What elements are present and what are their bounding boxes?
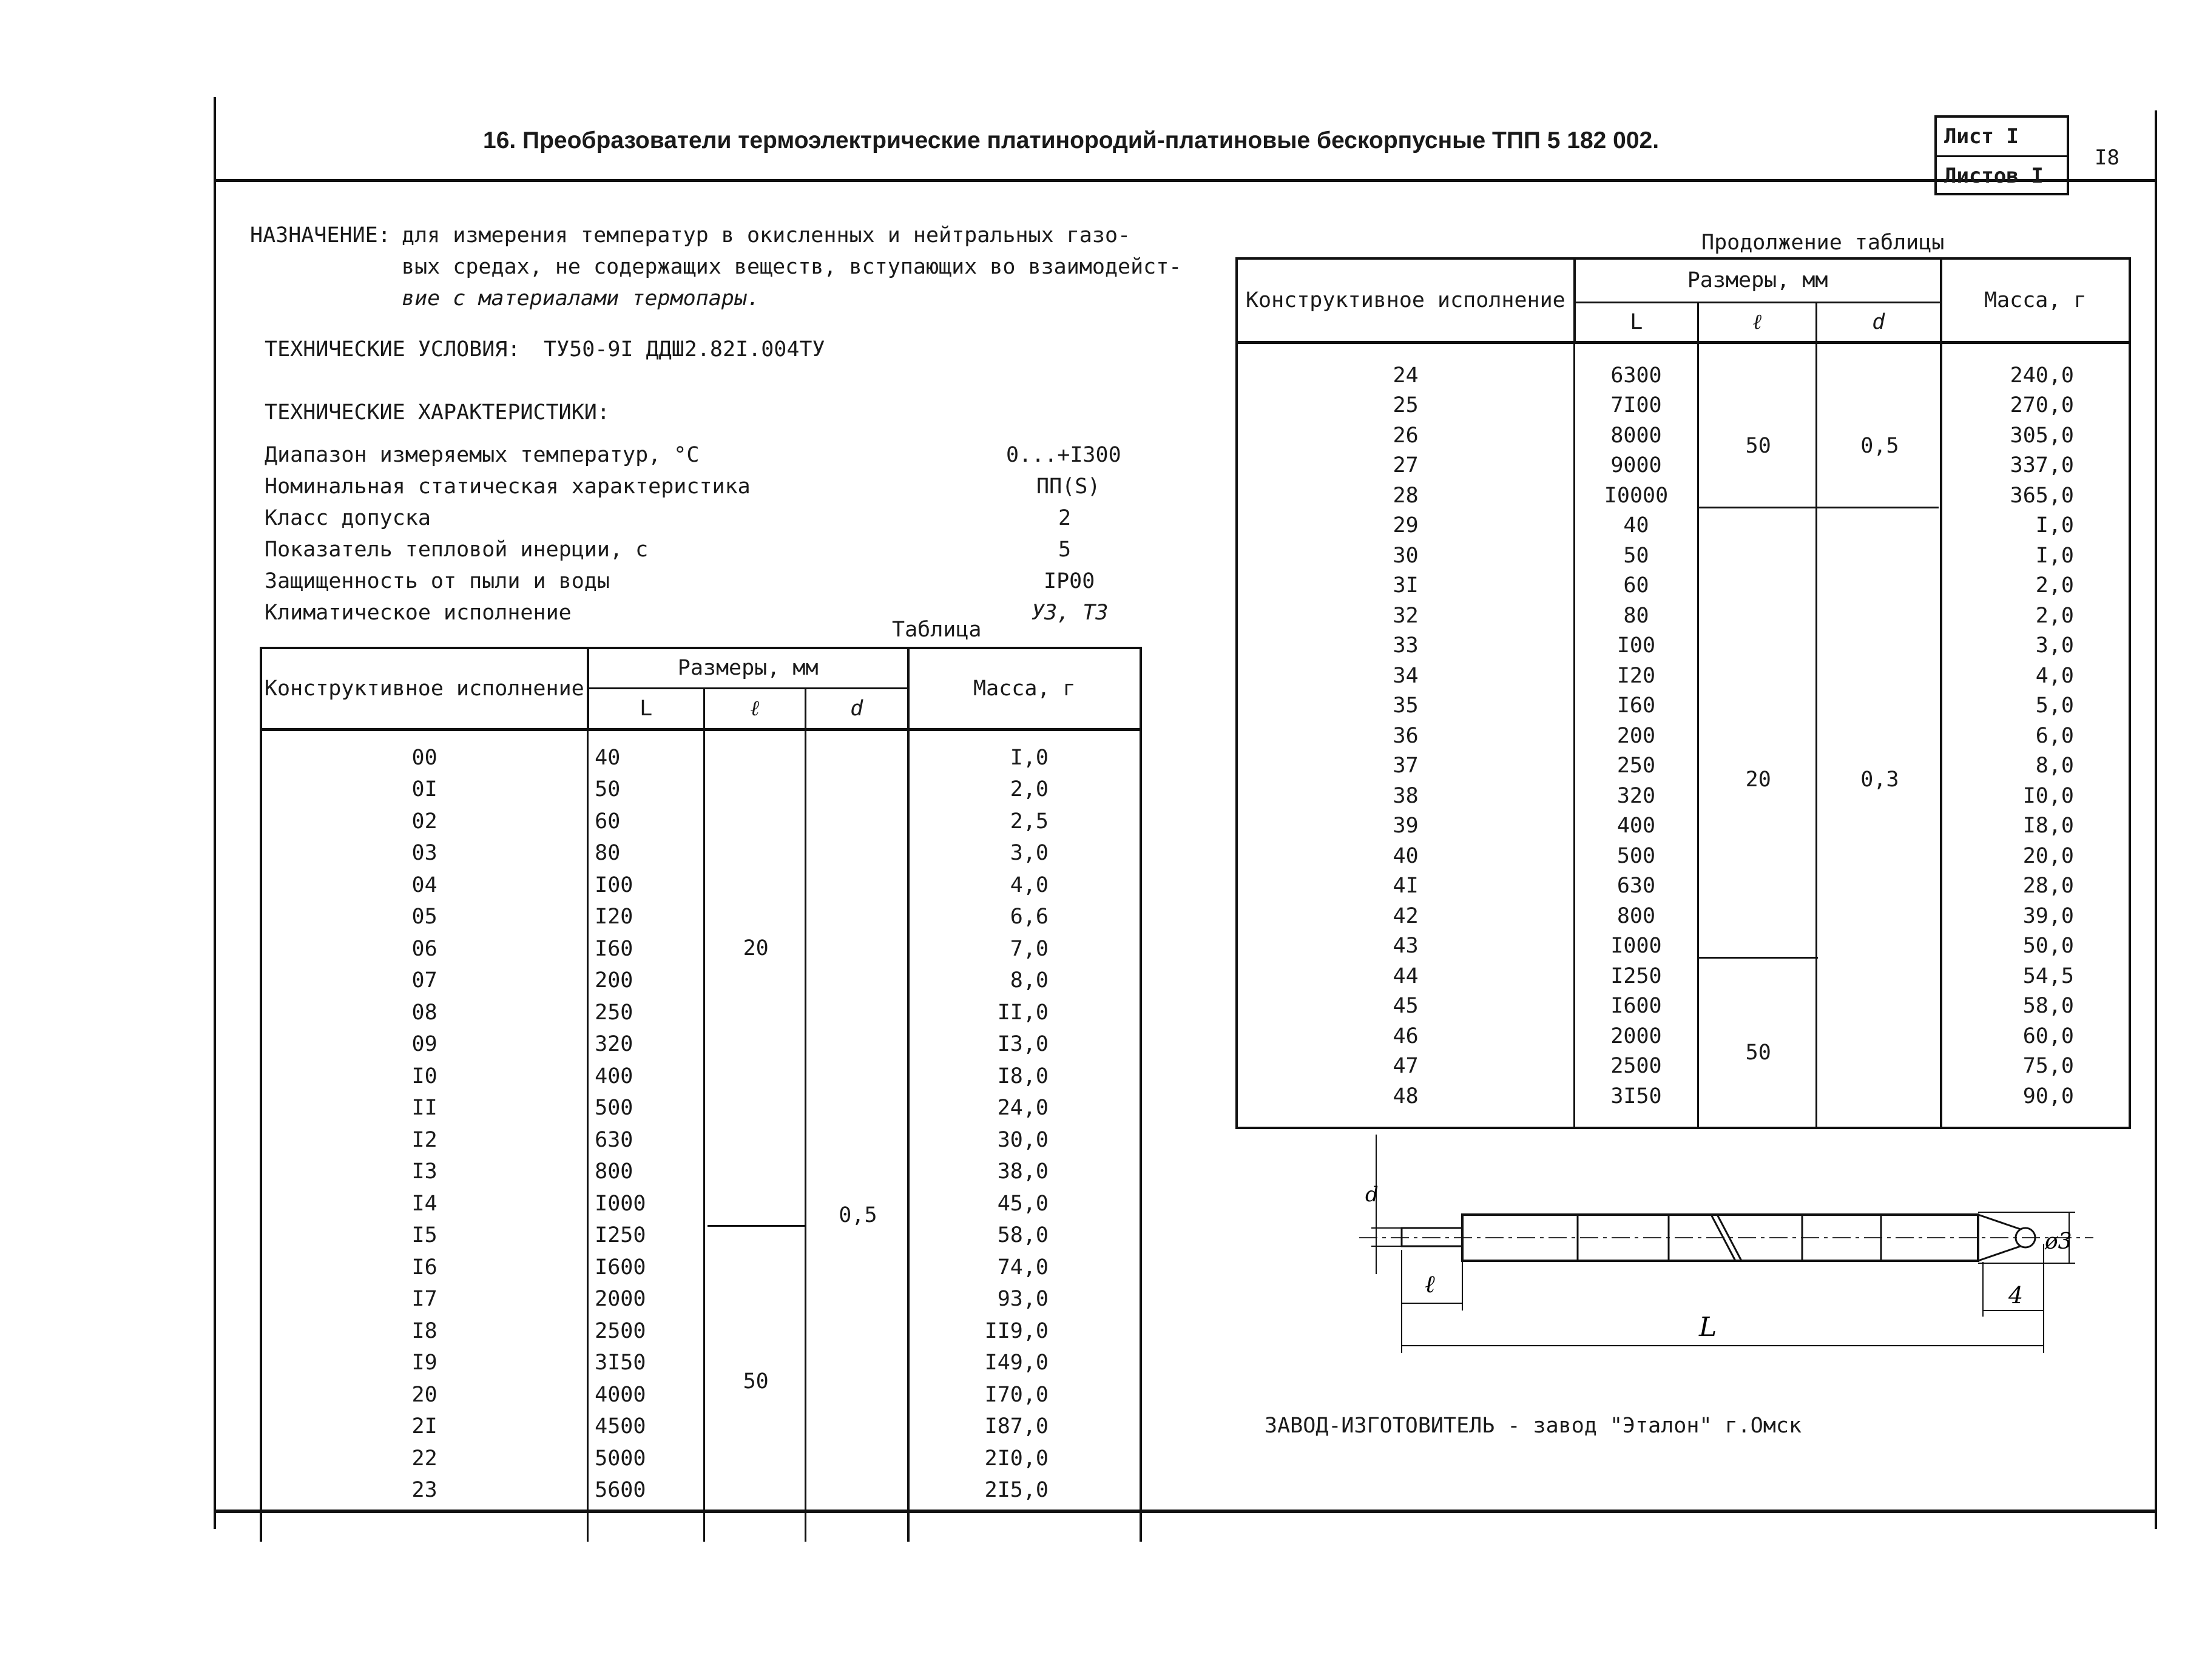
spec-label-temp-range: Диапазон измеряемых температур, °С: [265, 443, 700, 467]
table2-mass-cell: 90,0: [2022, 1084, 2074, 1108]
table2-L-cell: 250: [1616, 754, 1656, 778]
table2-design-cell: 24: [1393, 363, 1419, 388]
table2-mass-cell: I8,0: [2022, 814, 2074, 838]
table1-mass-cell: I,0: [1010, 745, 1049, 770]
table2-design-cell: 40: [1393, 843, 1419, 868]
table2-L-cell: 2500: [1610, 1054, 1662, 1078]
table2-mass-cell: 5,0: [2035, 693, 2074, 718]
tech-conditions-label: ТЕХНИЧЕСКИЕ УСЛОВИЯ:: [265, 337, 521, 362]
table1-design-cell: 22: [411, 1446, 437, 1471]
table2-L-cell: I20: [1616, 663, 1656, 688]
table1-mass-cell: 45,0: [997, 1191, 1049, 1216]
table1-mass-cell: 8,0: [1010, 968, 1049, 993]
table2-mass-cell: 8,0: [2035, 754, 2074, 778]
spec-value-characteristic: ПП(S): [1036, 474, 1101, 499]
table2-mass-cell: 240,0: [2010, 363, 2074, 388]
table1-design-cell: 07: [411, 968, 437, 993]
table2-L-cell: 800: [1616, 903, 1656, 928]
table1-mass-cell: 2,0: [1010, 777, 1049, 801]
table2-L-cell: 3I50: [1610, 1084, 1662, 1108]
table2: [1235, 257, 2131, 1129]
table1-mass-cell: 3,0: [1010, 841, 1049, 865]
table2-mass-cell: 6,0: [2035, 723, 2074, 748]
table1-design-cell: I5: [411, 1223, 437, 1247]
table1-design-cell: 2I: [411, 1414, 437, 1439]
drawing-l-label: ℓ: [1425, 1270, 1435, 1298]
table1-d-column: [805, 729, 908, 1542]
tech-conditions-value: ТУ50-9I ДДШ2.82I.004ТУ: [544, 337, 825, 362]
table1-L-cell: I60: [595, 936, 633, 961]
table2-design-cell: 37: [1393, 754, 1419, 778]
table2-L-cell: I600: [1610, 994, 1662, 1018]
drawing-d-label: d: [1365, 1182, 1379, 1207]
spec-value-temp-range: 0...+I300: [1006, 443, 1121, 467]
table1-mass-cell: I87,0: [984, 1414, 1049, 1439]
table2-design-cell: 3I: [1393, 573, 1419, 598]
table1-mass-cell: 6,6: [1010, 905, 1049, 929]
table2-design-cell: 30: [1393, 543, 1419, 568]
table2-mass-cell: 305,0: [2010, 423, 2074, 448]
table1-mass-cell: 2,5: [1010, 809, 1049, 834]
table1-design-cell: I7: [411, 1287, 437, 1311]
table1-mass-cell: II9,0: [984, 1318, 1049, 1343]
table2-header-l: ℓ: [1698, 302, 1816, 342]
table1-design-cell: I6: [411, 1255, 437, 1280]
table1-header-l: ℓ: [704, 688, 805, 729]
table2-mass-cell: I,0: [2035, 513, 2074, 538]
table1-L-cell: 5600: [595, 1478, 646, 1502]
table2-L-cell: I250: [1610, 963, 1662, 988]
table1-L-cell: 630: [595, 1127, 633, 1152]
table1-design-cell: 00: [411, 745, 437, 770]
table1-L-cell: 250: [595, 1000, 633, 1025]
table2-mass-cell: 75,0: [2022, 1054, 2074, 1078]
table1-L-cell: 320: [595, 1032, 633, 1056]
spec-value-tolerance-class: 2: [1058, 506, 1072, 530]
table1-header-mass: Масса, г: [908, 648, 1141, 729]
table2-l-divider-2: [1699, 957, 1818, 959]
table1-mass-cell: 74,0: [997, 1255, 1049, 1280]
table2-design-cell: 29: [1393, 513, 1419, 538]
table1-header-L: L: [588, 688, 704, 729]
table1-L-cell: I600: [595, 1255, 646, 1280]
table2-L-cell: 80: [1623, 603, 1649, 628]
table2-design-cell: 26: [1393, 423, 1419, 448]
drawing-dia-label: ø3: [2045, 1229, 2072, 1254]
table2-L-cell: 7I00: [1610, 393, 1662, 417]
table2-design-cell: 43: [1393, 934, 1419, 958]
table1-L-cell: I000: [595, 1191, 646, 1216]
table1-L-cell: 3I50: [595, 1351, 646, 1375]
table2-mass-cell: 60,0: [2022, 1024, 2074, 1048]
table1: [260, 647, 1142, 1542]
table1-L-cell: 50: [595, 777, 621, 801]
table2-l-divider-1: [1699, 507, 1818, 508]
table1-mass-cell: II,0: [997, 1000, 1049, 1025]
purpose-line-3: вие с материалами термопары.: [402, 286, 760, 311]
frame-right-border: [2155, 110, 2157, 1529]
table2-L-cell: 40: [1623, 513, 1649, 538]
table2-mass-cell: 270,0: [2010, 393, 2074, 417]
spec-value-climatic: У3, Т3: [1032, 601, 1109, 625]
table2-L-cell: 320: [1616, 783, 1656, 808]
sheets-count-label: Листов I: [1937, 155, 2067, 193]
table2-mass-cell: 50,0: [2022, 934, 2074, 958]
table2-l-value-group1: 50: [1745, 433, 1771, 458]
table2-L-cell: I0000: [1604, 483, 1669, 508]
table2-L-cell: I000: [1610, 934, 1662, 958]
table1-design-cell: 20: [411, 1382, 437, 1407]
table2-design-cell: 45: [1393, 994, 1419, 1018]
table2-d-divider: [1817, 507, 1939, 508]
spec-label-thermal-inertia: Показатель тепловой инерции, с: [265, 538, 649, 562]
table1-design-cell: I0: [411, 1064, 437, 1088]
table1-L-cell: I20: [595, 905, 633, 929]
table2-caption: Продолжение таблицы: [1701, 231, 1945, 255]
purpose-line-2: вых средах, не содержащих веществ, вступающих во взаимодейст-: [402, 255, 1182, 279]
table2-L-cell: 8000: [1610, 423, 1662, 448]
table2-design-cell: 39: [1393, 814, 1419, 838]
table1-l-value-group1: 20: [743, 936, 769, 960]
page-number: I8: [2095, 146, 2119, 170]
manufacturer-line: ЗАВОД-ИЗГОТОВИТЕЛЬ - завод "Эталон" г.Омск: [1265, 1414, 1802, 1438]
table1-mass-cell: I3,0: [997, 1032, 1049, 1056]
table1-design-cell: I4: [411, 1191, 437, 1216]
table1-header-design: Конструктивное исполнение: [261, 648, 588, 729]
spec-value-thermal-inertia: 5: [1058, 538, 1072, 562]
table1-L-cell: 40: [595, 745, 621, 770]
table2-mass-cell: 2,0: [2035, 603, 2074, 628]
table1-mass-cell: 58,0: [997, 1223, 1049, 1247]
table1-mass-cell: 2I5,0: [984, 1478, 1049, 1502]
table1-design-cell: I9: [411, 1351, 437, 1375]
table1-l-column: [704, 729, 805, 1542]
table1-mass-cell: 4,0: [1010, 872, 1049, 897]
table2-design-cell: 47: [1393, 1054, 1419, 1078]
table1-design-cell: I8: [411, 1318, 437, 1343]
table1-L-cell: 4000: [595, 1382, 646, 1407]
table1-design-cell: 09: [411, 1032, 437, 1056]
table1-design-cell: 0I: [411, 777, 437, 801]
table1-header-dimensions: Размеры, мм: [588, 648, 908, 688]
table2-L-column: [1575, 342, 1698, 1128]
table1-mass-cell: 24,0: [997, 1096, 1049, 1120]
table1-design-cell: I2: [411, 1127, 437, 1152]
spec-label-climatic: Климатическое исполнение: [265, 601, 572, 625]
table2-header-dimensions: Размеры, мм: [1575, 258, 1941, 302]
table1-L-cell: 5000: [595, 1446, 646, 1471]
table2-mass-cell: 39,0: [2022, 903, 2074, 928]
table2-design-cell: 34: [1393, 663, 1419, 688]
table1-design-cell: 08: [411, 1000, 437, 1025]
table2-l-value-group2: 20: [1745, 767, 1771, 792]
table2-design-cell: 42: [1393, 903, 1419, 928]
table2-mass-cell: 365,0: [2010, 483, 2074, 508]
table1-design-cell: 23: [411, 1478, 437, 1502]
table2-d-value-group2: 0,3: [1860, 767, 1899, 792]
table2-header-design: Конструктивное исполнение: [1237, 258, 1575, 342]
table1-design-cell: II: [411, 1096, 437, 1120]
table1-L-cell: 500: [595, 1096, 633, 1120]
table2-l-value-group3: 50: [1745, 1040, 1771, 1065]
spec-label-protection: Защищенность от пыли и воды: [265, 569, 610, 593]
table2-mass-cell: 54,5: [2022, 963, 2074, 988]
table2-mass-cell: 58,0: [2022, 994, 2074, 1018]
table2-L-cell: 400: [1616, 814, 1656, 838]
table1-mass-column: [908, 729, 1141, 1542]
thermocouple-drawing: [1347, 1110, 2106, 1365]
table2-l-column: [1698, 342, 1816, 1128]
table2-L-cell: 500: [1616, 843, 1656, 868]
table1-L-cell: 400: [595, 1064, 633, 1088]
table1-design-cell: 03: [411, 841, 437, 865]
table1-mass-cell: 93,0: [997, 1287, 1049, 1311]
table2-mass-cell: I0,0: [2022, 783, 2074, 808]
table2-design-cell: 4I: [1393, 874, 1419, 898]
table1-L-cell: 4500: [595, 1414, 646, 1439]
table2-L-cell: I60: [1616, 693, 1656, 718]
table1-mass-cell: 30,0: [997, 1127, 1049, 1152]
frame-left-border: [214, 97, 216, 1529]
table2-mass-cell: 4,0: [2035, 663, 2074, 688]
spec-value-protection: IP00: [1044, 569, 1095, 593]
table1-designs-column: [261, 729, 588, 1542]
table2-design-cell: 28: [1393, 483, 1419, 508]
sheet-label: Лист I: [1944, 124, 2019, 149]
table2-mass-cell: 337,0: [2010, 453, 2074, 477]
drawing-4-label: 4: [2008, 1282, 2024, 1309]
table2-d-value-group1: 0,5: [1860, 433, 1899, 458]
table1-mass-cell: I8,0: [997, 1064, 1049, 1088]
table2-design-cell: 25: [1393, 393, 1419, 417]
sheet-stamp: [1934, 115, 2069, 195]
table1-design-cell: 02: [411, 809, 437, 834]
table1-L-cell: 200: [595, 968, 633, 993]
spec-label-tolerance-class: Класс допуска: [265, 506, 431, 530]
table1-header-d: d: [805, 688, 908, 729]
table2-mass-cell: 3,0: [2035, 633, 2074, 658]
table1-L-cell: 2000: [595, 1287, 646, 1311]
table1-mass-cell: 7,0: [1010, 936, 1049, 961]
table2-mass-cell: 28,0: [2022, 874, 2074, 898]
table2-design-cell: 38: [1393, 783, 1419, 808]
table1-design-cell: 04: [411, 872, 437, 897]
table2-L-cell: 9000: [1610, 453, 1662, 477]
table2-L-cell: 630: [1616, 874, 1656, 898]
table2-design-cell: 46: [1393, 1024, 1419, 1048]
table2-mass-cell: I,0: [2035, 543, 2074, 568]
table1-mass-cell: 38,0: [997, 1159, 1049, 1184]
specs-heading: ТЕХНИЧЕСКИЕ ХАРАКТЕРИСТИКИ:: [265, 400, 610, 425]
table2-header-d: d: [1816, 302, 1940, 342]
table1-d-value: 0,5: [839, 1203, 877, 1227]
table1-L-cell: 60: [595, 809, 621, 834]
table1-l-group-divider: [708, 1225, 805, 1227]
table1-L-cell: I00: [595, 872, 633, 897]
table2-L-cell: 2000: [1610, 1024, 1662, 1048]
purpose-label: НАЗНАЧЕНИЕ:: [250, 223, 391, 248]
table2-L-cell: 60: [1623, 573, 1649, 598]
table2-mass-cell: 20,0: [2022, 843, 2074, 868]
table2-mass-column: [1941, 342, 2130, 1128]
table2-mass-cell: 2,0: [2035, 573, 2074, 598]
table2-L-cell: 200: [1616, 723, 1656, 748]
table2-header-L: L: [1575, 302, 1698, 342]
table2-design-cell: 48: [1393, 1084, 1419, 1108]
table1-mass-cell: I70,0: [984, 1382, 1049, 1407]
table1-mass-cell: I49,0: [984, 1351, 1049, 1375]
table2-design-cell: 27: [1393, 453, 1419, 477]
table1-L-cell: 80: [595, 841, 621, 865]
table1-L-cell: 800: [595, 1159, 633, 1184]
table2-design-cell: 35: [1393, 693, 1419, 718]
table1-design-cell: I3: [411, 1159, 437, 1184]
table1-design-cell: 05: [411, 905, 437, 929]
spec-label-characteristic: Номинальная статическая характеристика: [265, 474, 751, 499]
table2-header-mass: Масса, г: [1941, 258, 2130, 342]
drawing-L-label: L: [1699, 1312, 1717, 1343]
table2-design-cell: 36: [1393, 723, 1419, 748]
table2-L-cell: 6300: [1610, 363, 1662, 388]
header-divider: [214, 179, 2157, 182]
table2-designs-column: [1237, 342, 1575, 1128]
table1-L-cell: I250: [595, 1223, 646, 1247]
table2-design-cell: 33: [1393, 633, 1419, 658]
purpose-line-1: для измерения температур в окисленных и нейтральных газо-: [402, 223, 1131, 248]
table2-L-cell: 50: [1623, 543, 1649, 568]
table1-design-cell: 06: [411, 936, 437, 961]
page-title: 16. Преобразователи термоэлектрические платинородий-платиновые бескорпусные ТПП 5 182 002.: [483, 127, 1660, 153]
table2-design-cell: 32: [1393, 603, 1419, 628]
table1-mass-cell: 2I0,0: [984, 1446, 1049, 1471]
table2-L-cell: I00: [1616, 633, 1656, 658]
table2-design-cell: 44: [1393, 963, 1419, 988]
table1-caption: Таблица: [892, 618, 982, 642]
table1-L-column: [588, 729, 704, 1542]
table1-L-cell: 2500: [595, 1318, 646, 1343]
table1-l-value-group2: 50: [743, 1369, 769, 1394]
table2-d-column: [1816, 342, 1940, 1128]
